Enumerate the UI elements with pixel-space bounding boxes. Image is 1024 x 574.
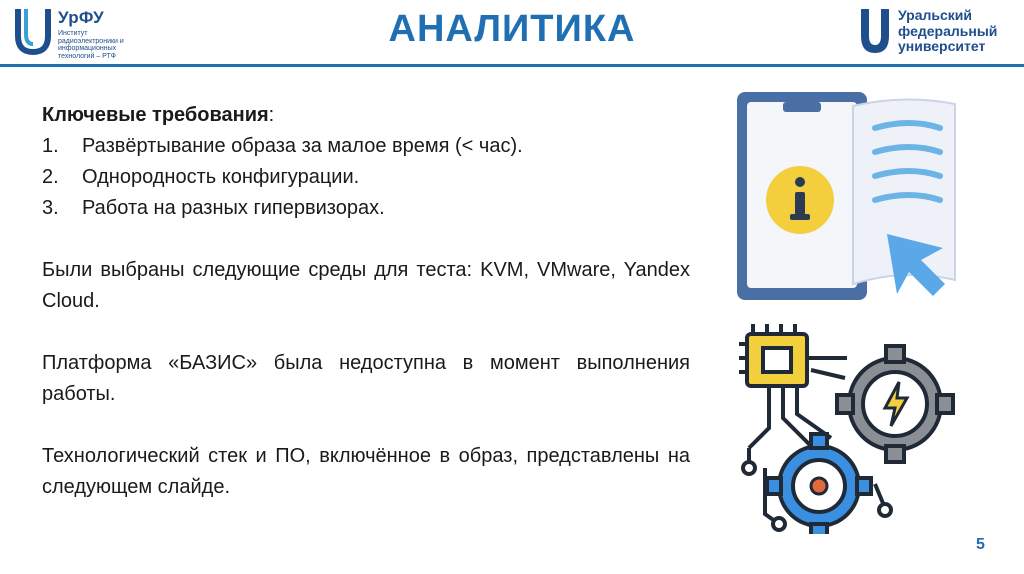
institute-name: Институт радиоэлектроники и информационных технологий – РТФ — [58, 30, 124, 60]
list-item-text: Развёртывание образа за малое время (< час). — [82, 135, 523, 157]
paragraph-tech-stack: Технологический стек и ПО, включённое в образ, представлены на следующем слайде. — [42, 445, 690, 498]
requirements-list — [42, 131, 690, 224]
chip-gears-icon — [735, 318, 963, 534]
header-divider — [0, 64, 1024, 67]
page-number: 5 — [976, 536, 985, 553]
university-name-line1: Уральский — [898, 7, 973, 23]
list-item — [42, 193, 690, 224]
slide-title: АНАЛИТИКА — [388, 8, 636, 50]
urfu-logo-name: УрФУ — [58, 8, 104, 27]
paragraph-test-environments: Были выбраны следующие среды для теста: KVM, VMware, Yandex Cloud. — [42, 259, 690, 312]
requirements-heading-colon: : — [268, 104, 275, 126]
list-item-number: 3. — [42, 197, 59, 219]
requirements-heading-text: Ключевые требования — [42, 104, 269, 126]
list-item-text: Работа на разных гипервизорах. — [82, 197, 385, 219]
requirements-heading — [42, 100, 690, 131]
list-item — [42, 131, 690, 162]
urfu-university-logo — [858, 6, 1018, 60]
list-item-number: 1. — [42, 135, 59, 157]
slide-body — [42, 100, 690, 503]
university-name-line2: федеральный — [898, 22, 998, 39]
list-item-text: Однородность конфигурации. — [82, 166, 360, 188]
paragraph-platform-unavailable: Платформа «БАЗИС» была недоступна в момент выполнения работы. — [42, 352, 690, 405]
university-name — [898, 8, 997, 55]
list-item — [42, 162, 690, 193]
slide-header — [0, 0, 1024, 66]
list-item-number: 2. — [42, 166, 59, 188]
info-tablet-book-icon — [735, 88, 963, 304]
urfu-u-logo-icon — [858, 6, 892, 56]
university-name-line3: университет — [898, 38, 986, 54]
